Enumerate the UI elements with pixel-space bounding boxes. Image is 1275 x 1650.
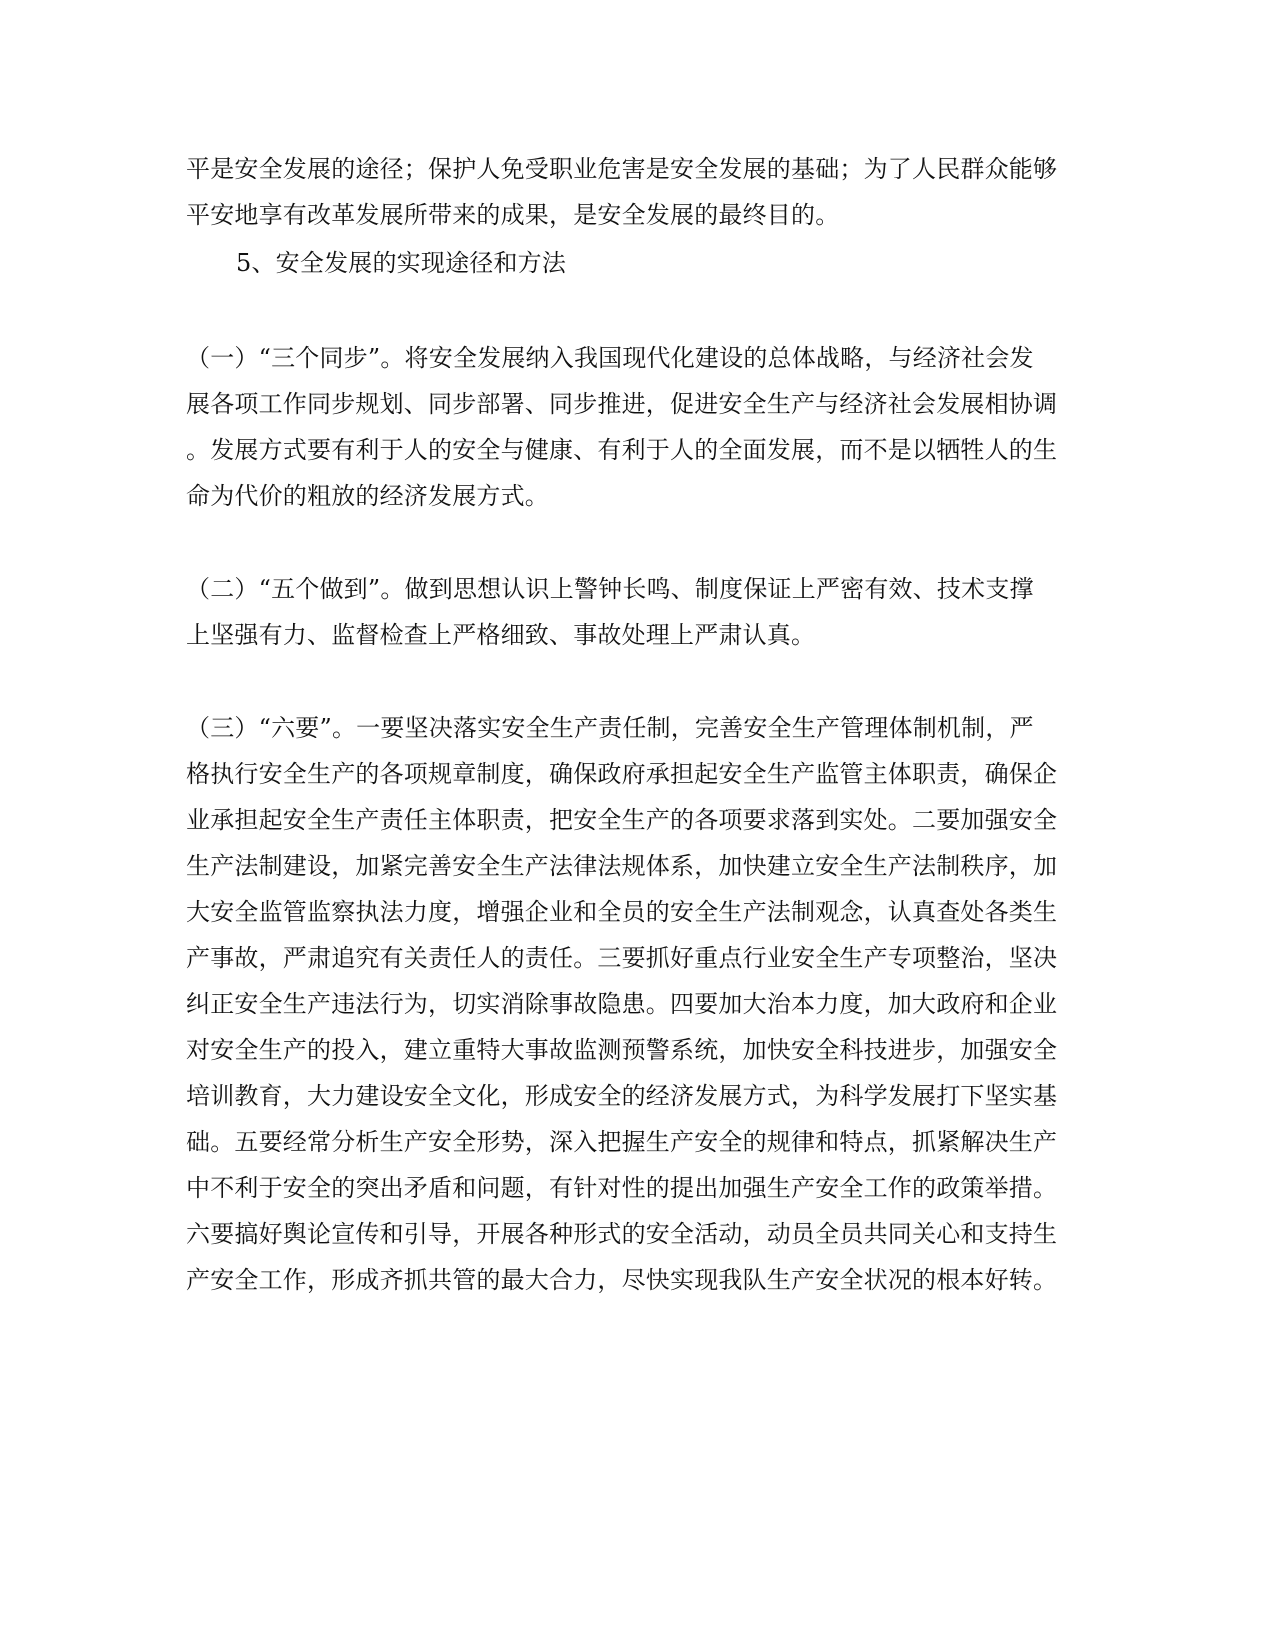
item3-line-4: 生产法制建设，加紧完善安全生产法律法规体系，加快建立安全生产法制秩序，加 [186, 852, 1058, 880]
intro-line-2: 平安地享有改革发展所带来的成果，是安全发展的最终目的。 [186, 201, 840, 229]
item3-line-7: 纠正安全生产违法行为，切实消除事故隐患。四要加大治本力度，加大政府和企业 [186, 990, 1058, 1018]
item1-line-1: （一）“三个同步”。将安全发展纳入我国现代化建设的总体战略，与经济社会发 [186, 344, 1034, 372]
item3-line-12: 六要搞好舆论宣传和引导，开展各种形式的安全活动，动员全员共同关心和支持生 [186, 1220, 1058, 1248]
item3-line-6: 产事故，严肃追究有关责任人的责任。三要抓好重点行业安全生产专项整治，坚决 [186, 944, 1058, 972]
item2-line-1: （二）“五个做到”。做到思想认识上警钟长鸣、制度保证上严密有效、技术支撑 [186, 575, 1034, 603]
item3-line-5: 大安全监管监察执法力度，增强企业和全员的安全生产法制观念，认真查处各类生 [186, 898, 1058, 926]
item1-line-3: 。发展方式要有利于人的安全与健康、有利于人的全面发展，而不是以牺牲人的生 [186, 436, 1058, 464]
item3-line-11: 中不利于安全的突出矛盾和问题，有针对性的提出加强生产安全工作的政策举措。 [186, 1174, 1058, 1202]
item3-line-13: 产安全工作，形成齐抓共管的最大合力，尽快实现我队生产安全状况的根本好转。 [186, 1266, 1058, 1294]
item3-line-3: 业承担起安全生产责任主体职责，把安全生产的各项要求落到实处。二要加强安全 [186, 806, 1058, 834]
item3-line-10: 础。五要经常分析生产安全形势，深入把握生产安全的规律和特点，抓紧解决生产 [186, 1128, 1058, 1156]
item2-line-2: 上坚强有力、监督检查上严格细致、事故处理上严肃认真。 [186, 621, 816, 649]
item3-line-9: 培训教育，大力建设安全文化，形成安全的经济发展方式，为科学发展打下坚实基 [186, 1082, 1058, 1110]
intro-line-1: 平是安全发展的途径；保护人免受职业危害是安全发展的基础；为了人民群众能够 [186, 155, 1058, 183]
item1-line-2: 展各项工作同步规划、同步部署、同步推进，促进安全生产与经济社会发展相协调 [186, 390, 1058, 418]
item3-line-8: 对安全生产的投入，建立重特大事故监测预警系统，加快安全科技进步，加强安全 [186, 1036, 1058, 1064]
item3-line-1: （三）“六要”。一要坚决落实安全生产责任制，完善安全生产管理体制机制，严 [186, 714, 1034, 742]
section-heading: 5、安全发展的实现途径和方法 [236, 249, 567, 277]
item1-line-4: 命为代价的粗放的经济发展方式。 [186, 482, 549, 510]
item3-line-2: 格执行安全生产的各项规章制度，确保政府承担起安全生产监管主体职责，确保企 [186, 760, 1058, 788]
